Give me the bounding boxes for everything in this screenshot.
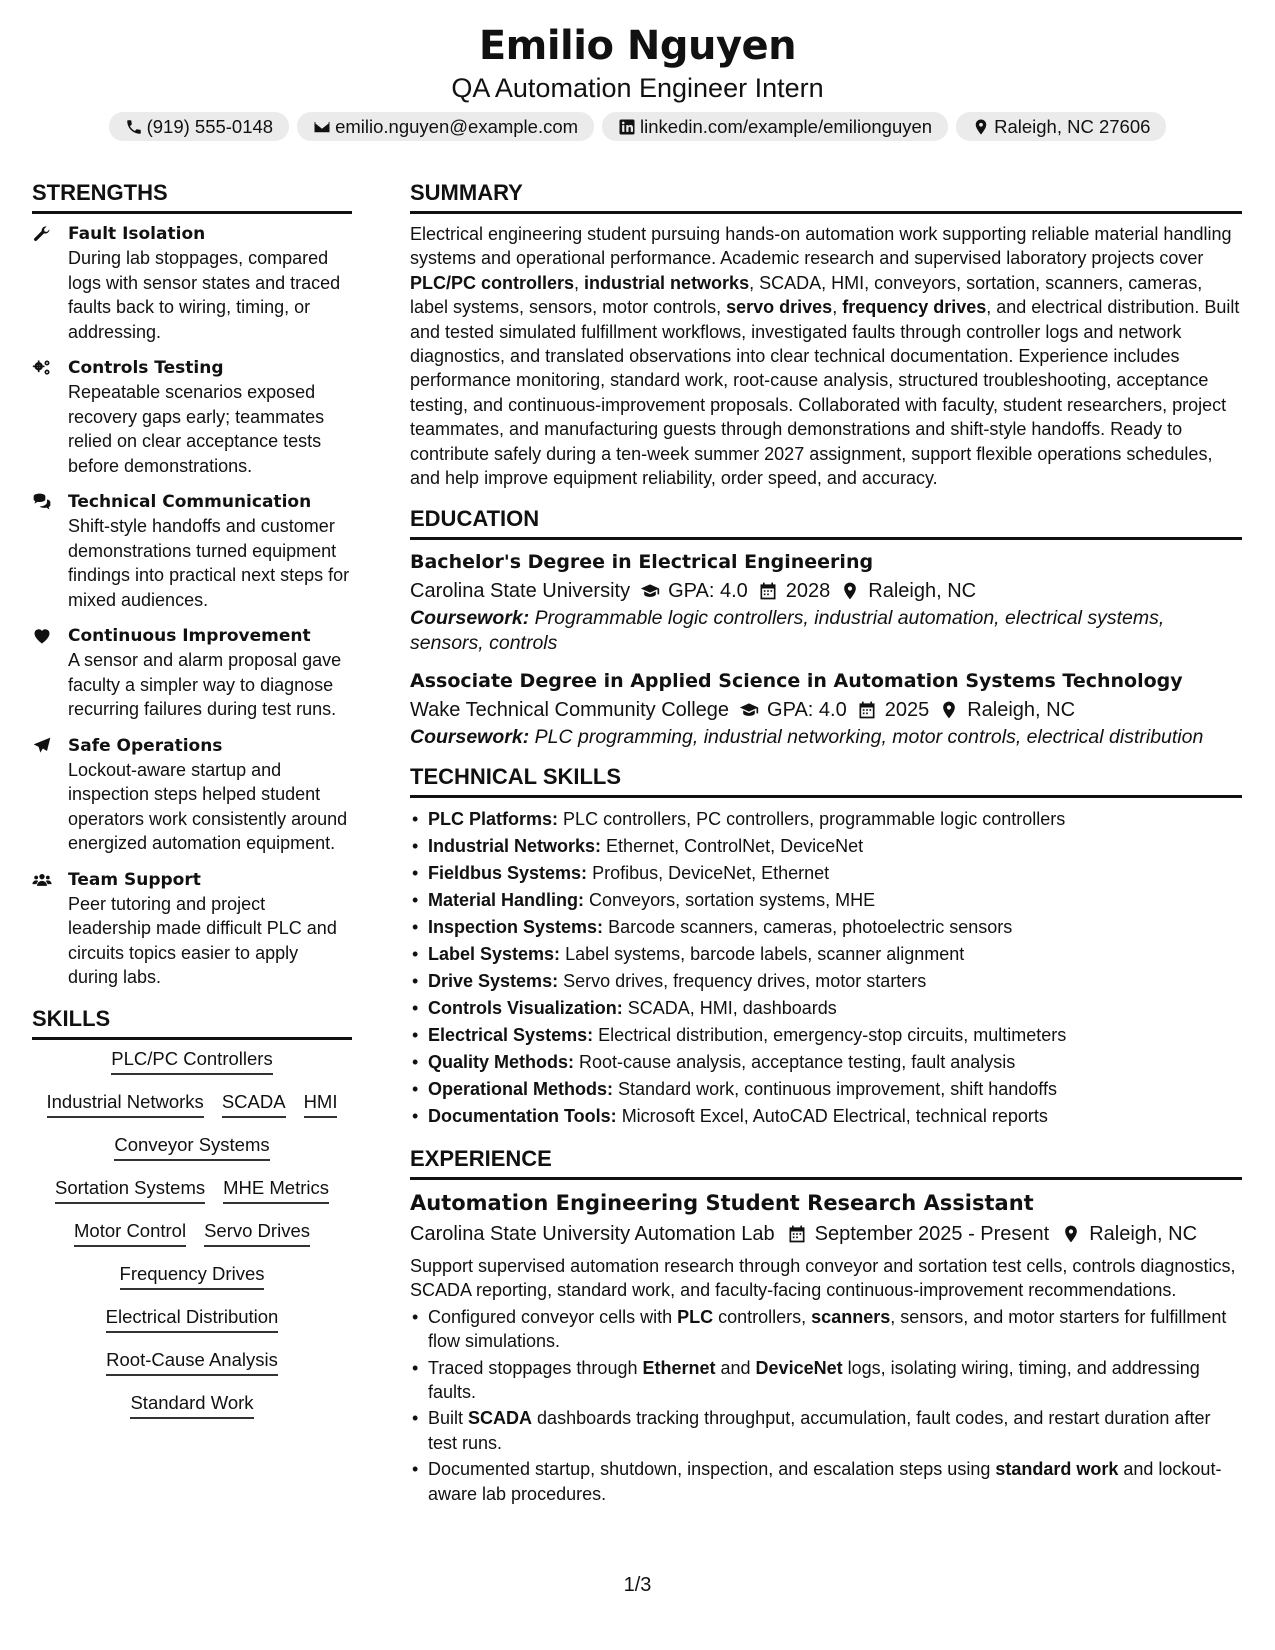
- strength-item: [32, 734, 352, 856]
- list-item: • Inspection Systems: Barcode scanners, cameras, photoelectric sensors: [410, 914, 1242, 941]
- coursework: Coursework: Programmable logic controllers, industrial automation, electrical systems, sensors, controls: [410, 607, 1165, 654]
- school-name: Wake Technical Community College: [410, 699, 730, 722]
- job-bullets: [410, 1305, 1242, 1506]
- calendar-icon: [857, 700, 877, 720]
- experience-heading: EXPERIENCE: [410, 1144, 1242, 1180]
- location-icon: [840, 581, 860, 601]
- contact-bar: [0, 112, 1275, 141]
- graduation-cap-icon: [640, 581, 660, 601]
- strength-item: [32, 222, 352, 344]
- gpa: GPA: 4.0: [668, 580, 748, 603]
- candidate-role: QA Automation Engineer Intern: [451, 73, 824, 103]
- resume-header: [0, 0, 1275, 141]
- strength-item: [32, 356, 352, 478]
- envelope-icon: [313, 118, 331, 136]
- gpa: GPA: 4.0: [767, 699, 847, 722]
- skill-tag: Industrial Networks: [47, 1091, 204, 1118]
- strength-title: Technical Communication: [68, 492, 312, 512]
- strength-item: [32, 868, 352, 990]
- strength-desc: Shift-style handoffs and customer demonstrations turned equipment findings into practical next steps for mixed audiences.: [68, 516, 350, 610]
- education-item: [410, 548, 1242, 655]
- list-item: • Label Systems: Label systems, barcode labels, scanner alignment: [410, 941, 1242, 968]
- technical-skills-heading: TECHNICAL SKILLS: [410, 762, 1242, 798]
- list-item: • Controls Visualization: SCADA, HMI, dashboards: [410, 995, 1242, 1022]
- list-item: • Drive Systems: Servo drives, frequency drives, motor starters: [410, 968, 1242, 995]
- strength-item: [32, 490, 352, 612]
- strength-title: Safe Operations: [68, 735, 223, 756]
- experience-item: [410, 1188, 1242, 1506]
- skill-tag: Electrical Distribution: [106, 1306, 279, 1333]
- list-item: • Documentation Tools: Microsoft Excel, AutoCAD Electrical, technical reports: [410, 1103, 1242, 1130]
- skill-tag: Servo Drives: [204, 1220, 310, 1247]
- calendar-icon: [758, 581, 778, 601]
- contact-linkedin-text: linkedin.com/example/emilionguyen: [640, 115, 933, 137]
- list-item: • Material Handling: Conveyors, sortation systems, MHE: [410, 887, 1242, 914]
- comments-icon: [32, 492, 52, 512]
- grad-year: 2028: [785, 580, 831, 603]
- strength-title: Team Support: [68, 869, 201, 890]
- job-title: Automation Engineering Student Research Assistant: [410, 1190, 1034, 1215]
- skills-tags: [32, 1048, 352, 1419]
- employer: Carolina State University Automation Lab: [410, 1222, 775, 1245]
- skills-heading: SKILLS: [32, 1004, 352, 1040]
- list-item: • Fieldbus Systems: Profibus, DeviceNet, Ethernet: [410, 860, 1242, 887]
- skill-tag: Sortation Systems: [55, 1177, 205, 1204]
- education-heading: EDUCATION: [410, 504, 1242, 540]
- strengths-heading: STRENGTHS: [32, 178, 352, 214]
- contact-location-text: Raleigh, NC 27606: [994, 115, 1151, 137]
- school-location: Raleigh, NC: [868, 580, 977, 603]
- left-column: [32, 178, 352, 1435]
- strength-title: Fault Isolation: [68, 224, 206, 244]
- users-icon: [32, 870, 52, 890]
- strength-desc: A sensor and alarm proposal gave faculty a simpler way to diagnose recurring failures during test runs.: [68, 650, 342, 719]
- strength-desc: Peer tutoring and project leadership made difficult PLC and circuits topics easier to apply during labs.: [68, 893, 337, 987]
- graduation-cap-icon: [739, 700, 759, 720]
- contact-email[interactable]: [297, 112, 594, 141]
- strength-desc: Repeatable scenarios exposed recovery gaps early; teammates relied on clear acceptance tests before demonstrations.: [68, 382, 325, 476]
- paper-plane-icon: [32, 736, 52, 756]
- list-item: • Traced stoppages through Ethernet and DeviceNet logs, isolating wiring, timing, and addressing faults.: [410, 1356, 1242, 1405]
- job-description: Support supervised automation research through conveyor and sortation test cells, controls diagnostics, SCADA reporting, standard work, and faculty-facing continuous-improvement recommendations.: [410, 1255, 1236, 1301]
- location-icon: [939, 700, 959, 720]
- contact-location: [956, 112, 1166, 141]
- skill-tag: Standard Work: [130, 1392, 253, 1419]
- list-item: • Quality Methods: Root-cause analysis, acceptance testing, fault analysis: [410, 1049, 1242, 1076]
- strength-title: Continuous Improvement: [68, 626, 311, 646]
- coursework: Coursework: PLC programming, industrial networking, motor controls, electrical distribution: [410, 726, 1204, 749]
- linkedin-icon: [618, 118, 636, 136]
- summary-heading: SUMMARY: [410, 178, 1242, 214]
- degree-title: Bachelor's Degree in Electrical Engineering: [410, 551, 874, 574]
- strength-desc: Lockout-aware startup and inspection steps helped student operators work consistently around energized automation equipment.: [68, 759, 348, 853]
- skill-tag: HMI: [304, 1091, 338, 1118]
- skill-tag: Frequency Drives: [120, 1263, 265, 1290]
- skill-tag: Root-Cause Analysis: [106, 1349, 278, 1376]
- wrench-icon: [32, 224, 52, 244]
- list-item: • Operational Methods: Standard work, continuous improvement, shift handoffs: [410, 1076, 1242, 1103]
- skill-tag: MHE Metrics: [223, 1177, 329, 1204]
- list-item: • Electrical Systems: Electrical distribution, emergency-stop circuits, multimeters: [410, 1022, 1242, 1049]
- heart-icon: [32, 626, 52, 646]
- skill-tag: PLC/PC Controllers: [111, 1048, 272, 1075]
- location-icon: [1061, 1224, 1081, 1244]
- gears-icon: [32, 358, 52, 378]
- location-icon: [972, 118, 990, 136]
- list-item: • Documented startup, shutdown, inspection, and escalation steps using standard work and lockout-aware lab procedures.: [410, 1457, 1242, 1506]
- list-item: • Industrial Networks: Ethernet, ControlNet, DeviceNet: [410, 833, 1242, 860]
- candidate-name: Emilio Nguyen: [478, 23, 797, 69]
- phone-icon: [125, 118, 143, 136]
- strength-item: [32, 624, 352, 722]
- job-meta: [410, 1218, 1242, 1250]
- contact-phone[interactable]: [109, 112, 290, 141]
- school-name: Carolina State University: [410, 580, 631, 603]
- list-item: • Built SCADA dashboards tracking throughput, accumulation, fault codes, and restart duration after test runs.: [410, 1406, 1242, 1455]
- calendar-icon: [787, 1224, 807, 1244]
- strength-desc: During lab stoppages, compared logs with sensor states and traced faults back to wiring, timing, or addressing.: [68, 248, 341, 342]
- contact-linkedin[interactable]: [602, 112, 948, 141]
- education-meta: [410, 695, 1242, 725]
- education-item: [410, 667, 1242, 750]
- contact-email-text: emilio.nguyen@example.com: [335, 115, 579, 137]
- job-location: Raleigh, NC: [1089, 1222, 1198, 1245]
- right-column: [410, 178, 1242, 1506]
- list-item: • PLC Platforms: PLC controllers, PC controllers, programmable logic controllers: [410, 806, 1242, 833]
- skill-tag: SCADA: [222, 1091, 286, 1118]
- grad-year: 2025: [884, 699, 930, 722]
- contact-phone-text: (919) 555-0148: [146, 115, 274, 137]
- summary-text: Electrical engineering student pursuing hands-on automation work supporting reliable material handling systems and operational performance. Academic research and supervised laboratory projects cover PLC/PC controllers, industrial networks, SCADA, HMI, conveyors, sortation, scanners, cameras, label systems, sensors, motor controls, servo drives, frequency drives, and electrical distribution. Built and tested simulated fulfillment workflows, investigated faults through controller logs and network diagnostics, and translated observations into clear technical documentation. Experience includes performance monitoring, standard work, root-cause analysis, structured troubleshooting, acceptance testing, and continuous-improvement proposals. Collaborated with faculty, student researchers, project teammates, and manufacturing guests through demonstrations and shift-style handoffs. Ready to contribute safely during a ten-week summer 2027 assignment, support flexible operations schedules, and help improve equipment reliability, order speed, and accuracy.: [410, 224, 1240, 489]
- degree-title: Associate Degree in Applied Science in Automation Systems Technology: [410, 670, 1183, 693]
- skill-tag: Motor Control: [74, 1220, 186, 1247]
- skill-tag: Conveyor Systems: [114, 1134, 269, 1161]
- school-location: Raleigh, NC: [967, 699, 1076, 722]
- technical-skills-list: [410, 806, 1242, 1130]
- education-meta: [410, 576, 1242, 606]
- job-dates: September 2025 - Present: [814, 1222, 1050, 1245]
- strength-title: Controls Testing: [68, 358, 224, 378]
- page-number: 1/3: [623, 1574, 652, 1596]
- list-item: • Configured conveyor cells with PLC controllers, scanners, sensors, and motor starters for fulfillment flow simulations.: [410, 1305, 1242, 1354]
